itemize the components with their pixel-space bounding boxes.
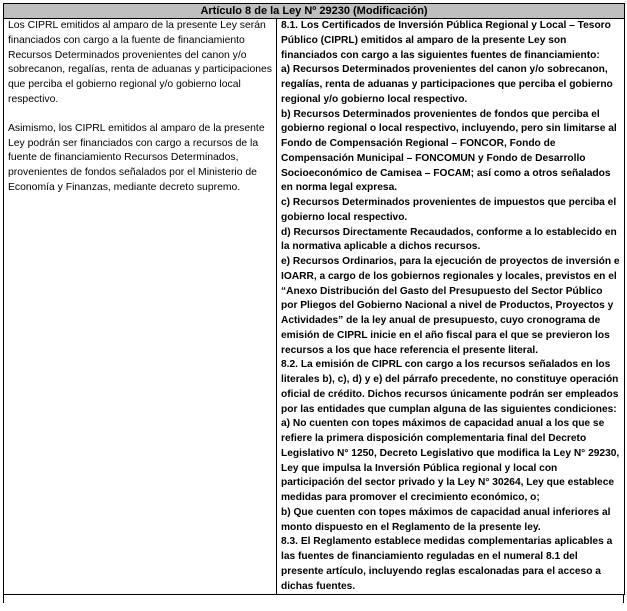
modified-text-cell (277, 19, 625, 595)
comparison-table (3, 3, 625, 595)
table-continuation-border (3, 595, 624, 603)
right-paragraph: 8.1. Los Certificados de Inversión Pública Regional y Local – Tesoro Público (CIPRL) emitidos al amparo de la presente Ley son financiados con cargo a las siguientes fuentes de financiamiento: (281, 20, 611, 61)
document-page (3, 3, 624, 603)
table-body-row (4, 19, 625, 595)
right-paragraph: b) Que cuenten con topes máximos de capacidad anual inferiores al monto dispuesto en el Reglamento de la presente ley. (281, 506, 611, 533)
left-paragraph: Asimismo, los CIPRL emitidos al amparo de la presente Ley podrán ser financiados con cargo a recursos de la fuente de financiamiento Recursos Determinados, provenientes de fondos señalados por el Ministerio de Economía y Finanzas, mediante decreto supremo. (8, 122, 265, 193)
right-paragraph: e) Recursos Ordinarios, para la ejecución de proyectos de inversión e IOARR, a cargo de los gobiernos regionales y locales, previstos en el “Anexo Distribución del Gasto del Presupuesto del Sector Público por Pliegos del Gobierno Nacional a nivel de Productos, Proyectos y Actividades” de la ley anual de presupuesto, cuyo cronograma de emisión de CIPRL inicie en el año fiscal para el que se previeron los recursos a los que hace referencia el presente literal. (281, 256, 620, 356)
right-paragraph: d) Recursos Directamente Recaudados, conforme a lo establecido en la normativa aplicable a dichos recursos. (281, 226, 617, 253)
right-paragraph: c) Recursos Determinados provenientes de impuestos que perciba el gobierno local respectivo. (281, 197, 617, 223)
left-paragraph: Los CIPRL emitidos al amparo de la presente Ley serán financiados con cargo a la fuente de financiamiento Recursos Determinados provenientes del canon y/o sobrecanon, regalías, renta de aduanas y participaciones que perciba el gobierno regional y/o gobierno local respectivo. (8, 20, 272, 105)
original-text-cell (4, 19, 277, 595)
table-header: Artículo 8 de la Ley Nº 29230 (Modificación) (4, 4, 625, 19)
right-paragraph: a) No cuenten con topes máximos de capacidad anual a los que se refiere la primera disposición complementaria final del Decreto Legislativo N° 1250, Decreto Legislativo que modifica la Ley N° 29230, Ley que impulsa la Inversión Pública regional y local con participación del sector privado y la Ley N° 30264, Ley que establece medidas para promover el crecimiento económico, o; (281, 418, 620, 503)
table-header-row (4, 4, 625, 19)
right-paragraph: 8.2. La emisión de CIPRL con cargo a los recursos señalados en los literales b), c), d) y e) del párrafo precedente, no constituye operación oficial de crédito. Dichos recursos únicamente podrán ser empleados por las entidades que cumplan alguna de las siguientes condiciones: (281, 359, 619, 415)
right-paragraph: 8.3. El Reglamento establece medidas complementarias aplicables a las fuentes de financiamiento reguladas en el numeral 8.1 del presente artículo, incluyendo reglas escalonadas para el acceso a dichas fuentes. (281, 536, 613, 592)
right-paragraph: a) Recursos Determinados provenientes del canon y/o sobrecanon, regalías, renta de aduanas y participaciones que perciba el gobierno regional y/o gobierno local respectivo. (281, 64, 613, 105)
right-paragraph: b) Recursos Determinados provenientes de fondos que perciba el gobierno regional o local respectivo, incluyendo, pero sin limitarse al Fondo de Compensación Regional – FONCOR, Fondo de Compensación Municipal – FONCOMUN y Fondo de Desarrollo Socioeconómico de Camisea – FOCAM; así como a otros señalados en norma legal expresa. (281, 108, 617, 194)
